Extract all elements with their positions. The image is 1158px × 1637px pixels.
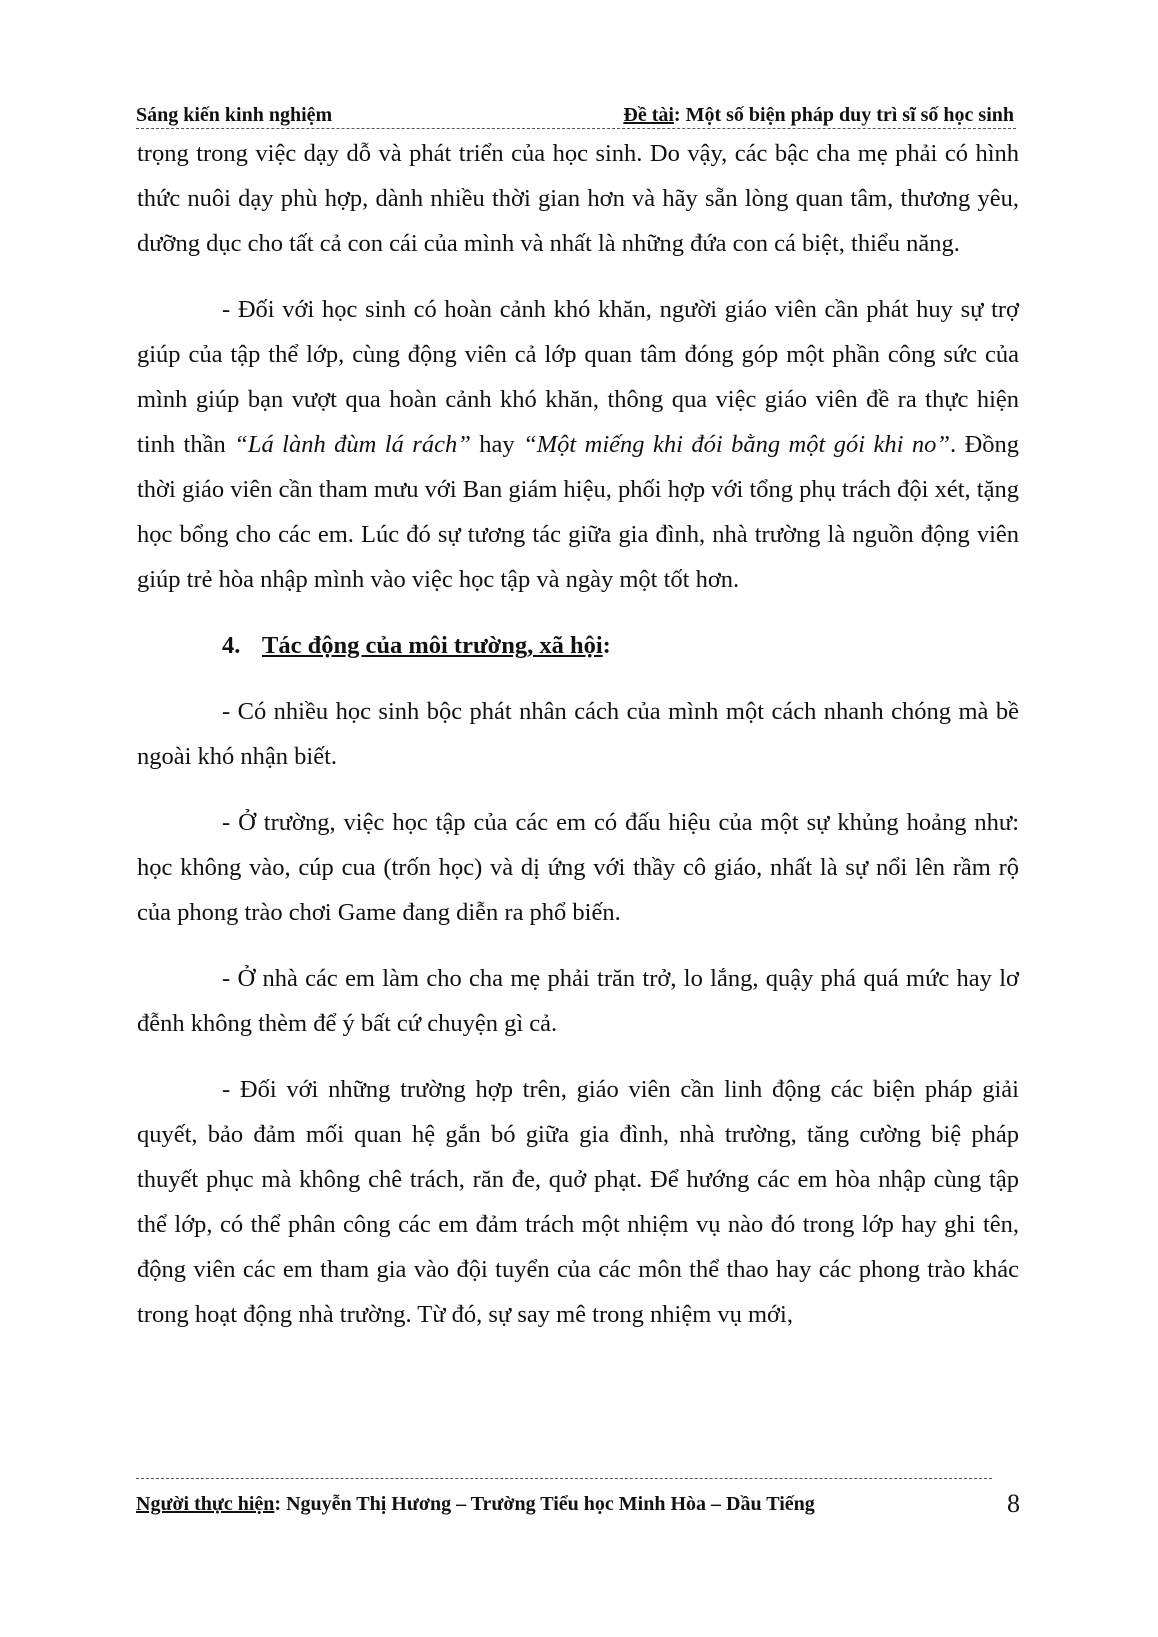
paragraph-6: - Đối với những trường hợp trên, giáo viên cần linh động các biện pháp giải quyết, bảo đảm mối quan hệ gắn bó giữa gia đình, nhà trường, tăng cường biệ pháp thuyết phục mà không chê trách, răn đe, quở phạt. Để hướng các em hòa nhập cùng tập thể lớp, có thể phân công các em đảm trách một nhiệm vụ nào đó trong lớp hay ghi tên, động viên các em tham gia vào đội tuyển của các môn thể thao hay các phong trào khác trong hoạt động nhà trường. Từ đó, sự say mê trong nhiệm vụ mới, [137, 1076, 1019, 1328]
paragraph-1: trọng trong việc dạy dỗ và phát triển của học sinh. Do vậy, các bậc cha mẹ phải có hình thức nuôi dạy phù hợp, dành nhiều thời gian hơn và hãy sẵn lòng quan tâm, thương yêu, dưỡng dục cho tất cả con cái của mình và nhất là những đứa con cá biệt, thiểu năng. [137, 140, 1019, 257]
page-footer [136, 1487, 1020, 1521]
document-body [137, 131, 1019, 1337]
paragraph-2 [137, 287, 1019, 602]
section-title: Tác động của môi trường, xã hội [262, 632, 603, 659]
header-topic-text: : Một số biện pháp duy trì sĩ số học sinh [673, 104, 1014, 126]
header-divider [136, 128, 1016, 129]
header-topic [623, 104, 1014, 127]
section-number: 4. [222, 632, 241, 659]
footer-author-label: Người thực hiện [136, 1493, 275, 1515]
paragraph-2-text-b: hay [470, 431, 524, 458]
footer-author-text: : Nguyễn Thị Hương – Trường Tiểu học Minh Hòa – Dầu Tiếng [274, 1493, 815, 1515]
paragraph-2-text-c: . Đồng thời giáo viên cần tham mưu với Ban giám hiệu, phối hợp với tổng phụ trách đội xét, tặng học bổng cho các em. Lúc đó sự tương tác giữa gia đình, nhà trường là nguồn động viên giúp trẻ hòa nhập mình vào việc học tập và ngày một tốt hơn. [137, 431, 1020, 593]
footer-divider [136, 1478, 992, 1479]
header-title: Sáng kiến kinh nghiệm [136, 104, 333, 126]
page-header [136, 98, 1014, 128]
header-topic-label: Đề tài [623, 104, 674, 126]
paragraph-5: - Ở nhà các em làm cho cha mẹ phải trăn trở, lo lắng, quậy phá quá mức hay lơ đễnh không thèm để ý bất cứ chuyện gì cả. [137, 965, 1019, 1037]
paragraph-3: - Có nhiều học sinh bộc phát nhân cách của mình một cách nhanh chóng mà bề ngoài khó nhận biết. [137, 698, 1019, 770]
quote-la-lanh: “Lá lành đùm lá rách” [234, 431, 471, 458]
paragraph-2-text-a: - Đối với học sinh có hoàn cảnh khó khăn, người giáo viên cần phát huy sự trợ giúp của tập thể lớp, cùng động viên cả lớp quan tâm đóng góp một phần công sức của mình giúp bạn vượt qua hoàn cảnh khó khăn, thông qua việc giáo viên đề ra thực hiện tinh thần [137, 296, 1019, 458]
section-colon: : [602, 632, 611, 659]
footer-author [136, 1493, 815, 1516]
section-heading [137, 623, 1019, 668]
paragraph-4: - Ở trường, việc học tập của các em có đấu hiệu của một sự khủng hoảng như: học không vào, cúp cua (trốn học) và dị ứng với thầy cô giáo, nhất là sự nổi lên rầm rộ của phong trào chơi Game đang diễn ra phổ biến. [137, 809, 1019, 926]
page-number: 8 [1007, 1489, 1020, 1518]
quote-mot-mieng: “Một miếng khi đói bằng một gói khi no” [523, 431, 950, 458]
